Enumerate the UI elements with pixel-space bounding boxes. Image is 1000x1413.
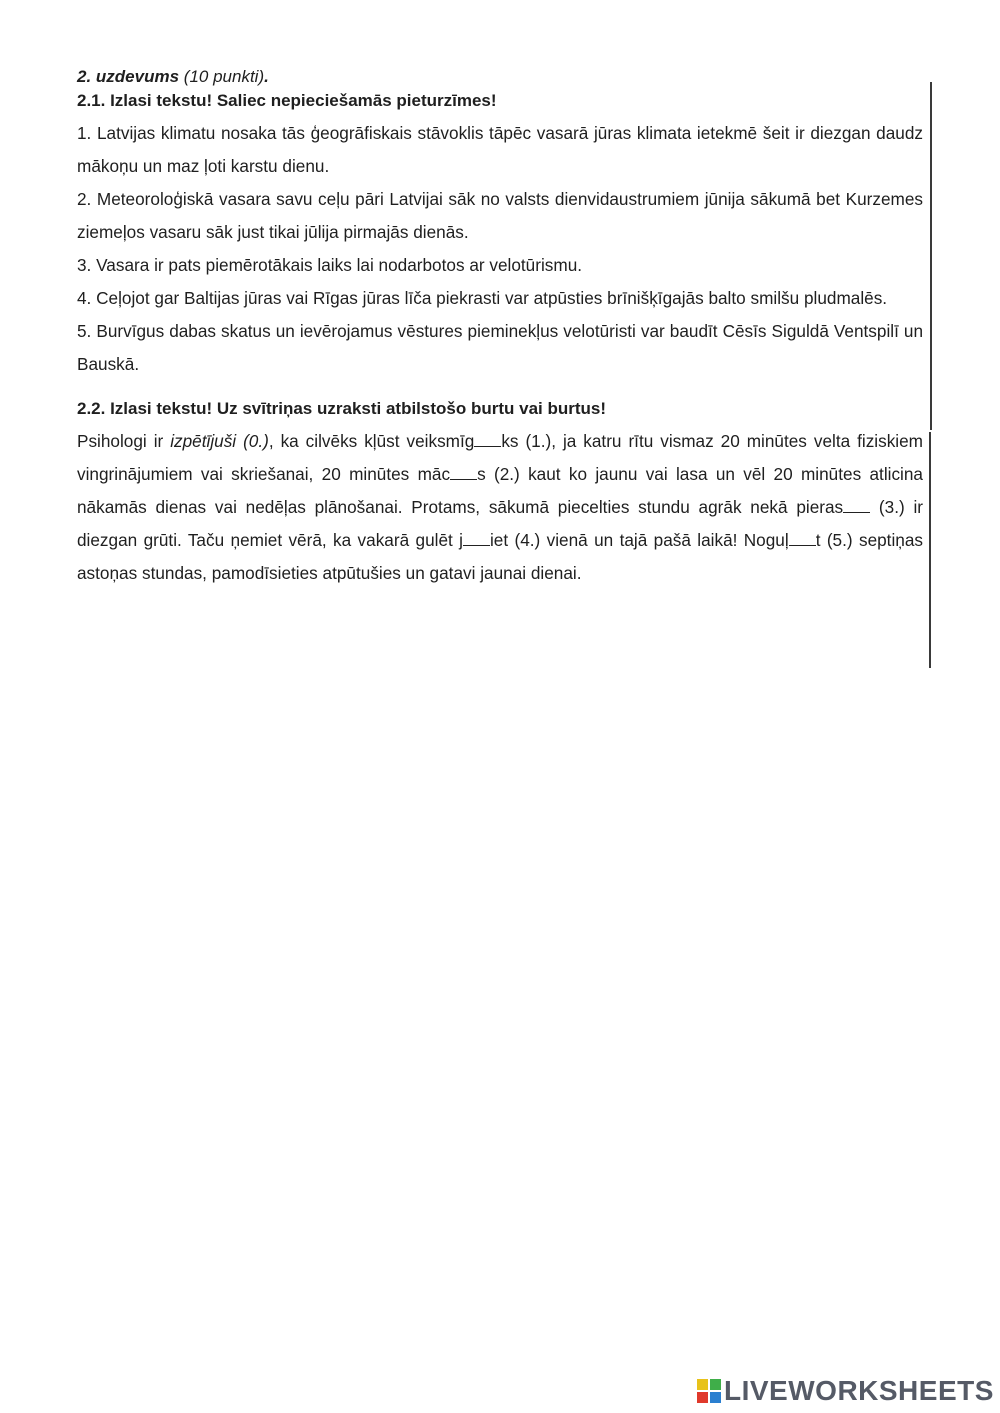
brand-name: LIVEWORKSHEETS bbox=[724, 1375, 994, 1406]
sentence-2[interactable]: 2. Meteoroloģiskā vasara savu ceļu pāri Latvijai sāk no valsts dienvidaustrumiem jūnija sākumā bet Kurzemes ziemeļos vasaru sāk just tikai jūlija pirmajās dienās. bbox=[77, 189, 923, 242]
text-segment: s (2.) kaut ko jaunu vai lasa un vēl 20 minūtes atlicina nākamās dienas vai nedēļas plānošanai. Protams, sākumā piecelties stundu agrāk nekā pieras bbox=[77, 464, 923, 517]
text-segment: iet (4.) vienā un tajā pašā laikā! Noguļ bbox=[489, 530, 789, 550]
section-2-2 bbox=[77, 398, 923, 590]
blank-2-input[interactable] bbox=[450, 465, 477, 480]
blank-3-input[interactable] bbox=[843, 498, 870, 513]
text-segment: (3.) ir diezgan grūti. Taču ņemiet vērā, ka vakarā gulēt j bbox=[77, 497, 924, 550]
margin-rule-top bbox=[930, 82, 932, 430]
text-segment: ks (1.), ja katru rītu vismaz 20 minūtes velta fiziskiem vingrinājumiem vai skriešanai, 20 minūtes māc bbox=[77, 431, 923, 484]
margin-rule-bottom bbox=[929, 432, 931, 668]
liveworksheets-brand bbox=[697, 1376, 994, 1406]
sentence-1[interactable]: 1. Latvijas klimatu nosaka tās ģeogrāfiskais stāvoklis tāpēc vasarā jūras klimata ietekmē šeit ir diezgan daudz mākoņu un maz ļoti karstu dienu. bbox=[77, 123, 923, 176]
sentence-5[interactable]: 5. Burvīgus dabas skatus un ievērojamus vēstures pieminekļus velotūristi var baudīt Cēsīs Siguldā Ventspilī un Bauskā. bbox=[77, 321, 923, 374]
text-segment: Psihologi ir bbox=[77, 431, 171, 451]
liveworksheets-logo-icon bbox=[697, 1379, 721, 1403]
blank-1-input[interactable] bbox=[474, 432, 501, 447]
example-word: izpētījuši (0.) bbox=[170, 431, 269, 451]
blank-4-input[interactable] bbox=[463, 531, 490, 546]
logo-square bbox=[710, 1379, 721, 1390]
logo-square bbox=[697, 1379, 708, 1390]
worksheet bbox=[77, 66, 923, 590]
task-title-label: 2. uzdevums bbox=[77, 67, 180, 86]
section-2-2-heading: 2.2. Izlasi tekstu! Uz svītriņas uzraksti atbilstošo burtu vai burtus! bbox=[77, 399, 607, 418]
fill-in-text bbox=[77, 425, 923, 590]
task-points: (10 punkti) bbox=[183, 67, 265, 86]
logo-square bbox=[710, 1392, 721, 1403]
section-2-1 bbox=[77, 90, 923, 381]
blank-5-input[interactable] bbox=[789, 531, 816, 546]
text-segment: , ka cilvēks kļūst veiksmīg bbox=[268, 431, 475, 451]
section-2-1-heading: 2.1. Izlasi tekstu! Saliec nepieciešamās pieturzīmes! bbox=[77, 91, 497, 110]
text-segment: t (5.) septiņas astoņas stundas, pamodīsieties atpūtušies un gatavi jaunai dienai. bbox=[77, 530, 923, 583]
sentence-4[interactable]: 4. Ceļojot gar Baltijas jūras vai Rīgas jūras līča piekrasti var atpūsties brīnišķīgajās balto smilšu pludmalēs. bbox=[77, 288, 888, 308]
task-title-end: . bbox=[264, 67, 269, 86]
task-title bbox=[77, 66, 923, 88]
logo-square bbox=[697, 1392, 708, 1403]
sentence-3[interactable]: 3. Vasara ir pats piemērotākais laiks lai nodarbotos ar velotūrismu. bbox=[77, 255, 583, 275]
